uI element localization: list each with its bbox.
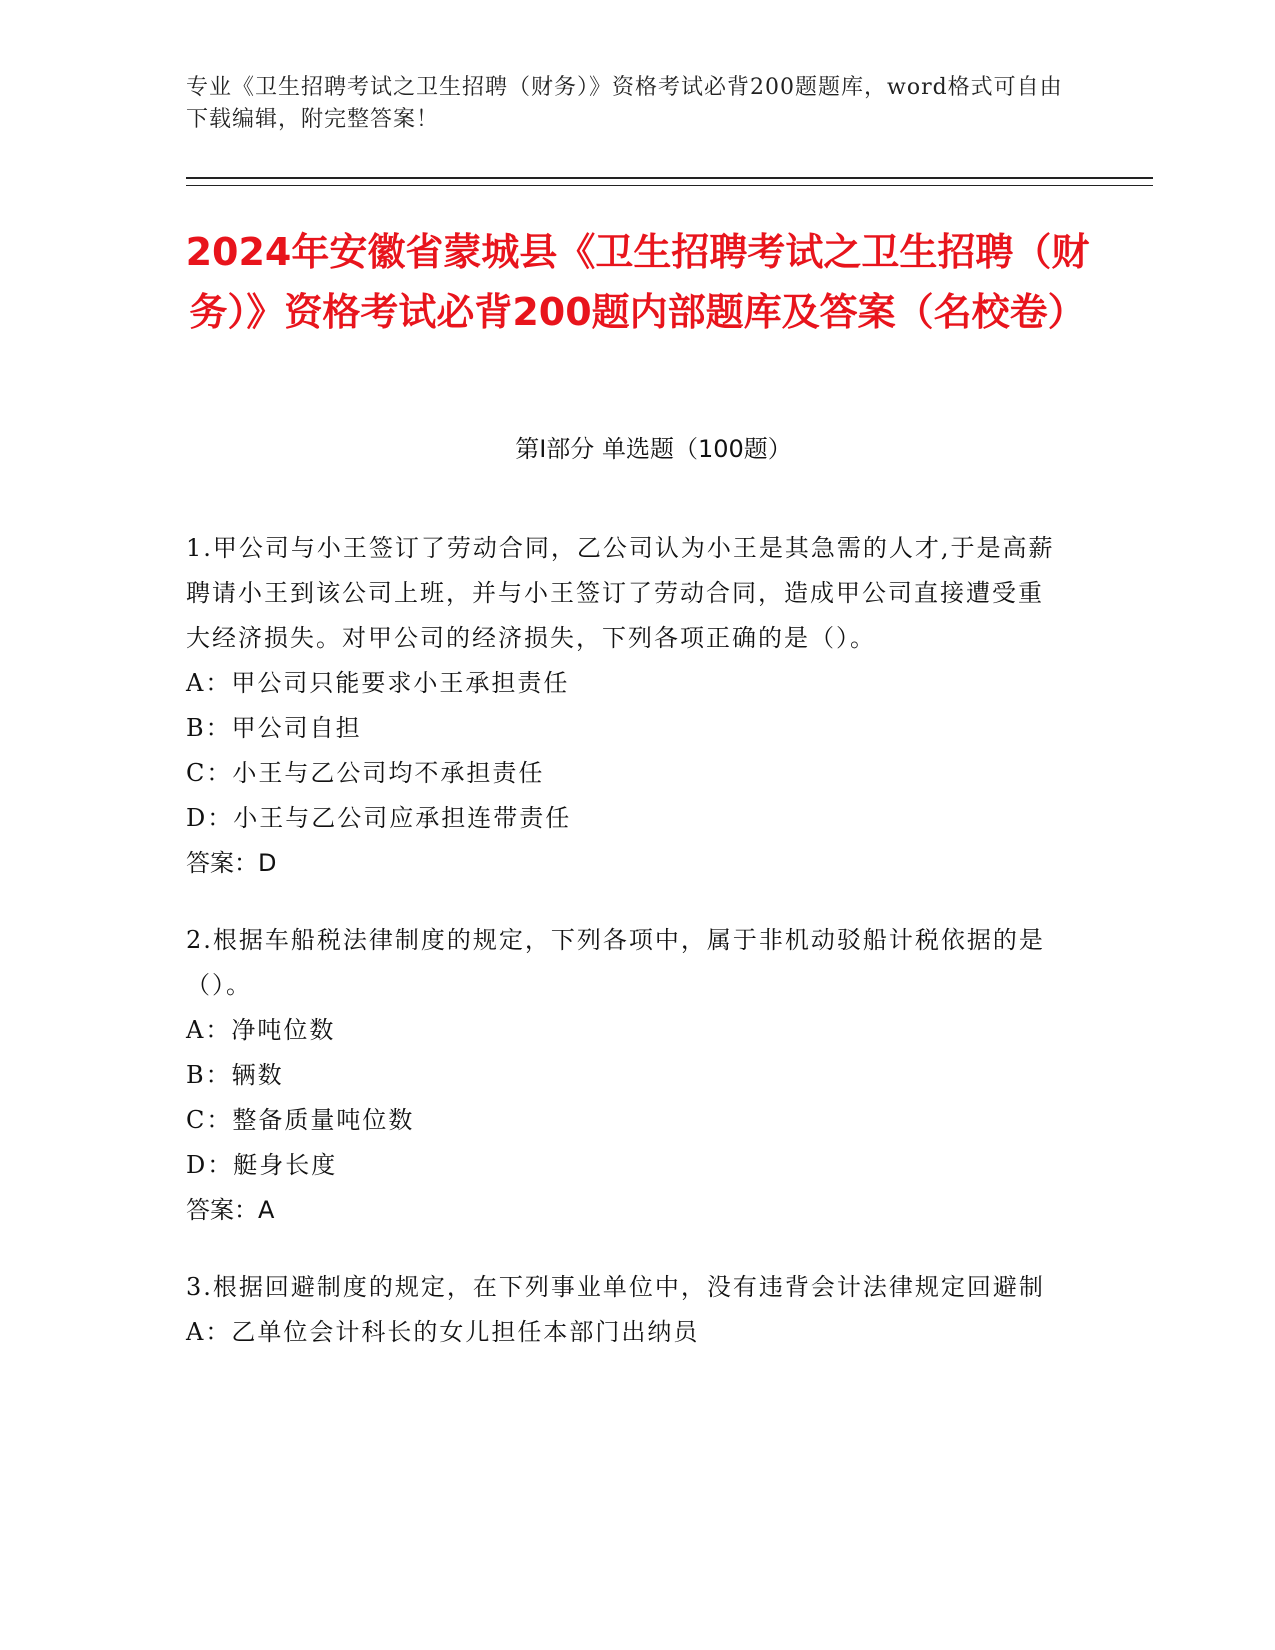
question-2 [186, 918, 1066, 1233]
header-rule-thick [186, 177, 1153, 179]
option-d: D：艇身长度 [186, 1151, 338, 1179]
question-1 [186, 526, 1066, 886]
option-d: D：小王与乙公司应承担连带责任 [186, 804, 572, 832]
option-a: A：甲公司只能要求小王承担责任 [186, 669, 570, 697]
section-title: 第Ⅰ部分 单选题（100题） [515, 435, 792, 463]
question-3 [186, 1265, 1066, 1355]
question-stem: 1.甲公司与小王签订了劳动合同，乙公司认为小王是其急需的人才,于是高薪聘请小王到该公司上班，并与小王签订了劳动合同，造成甲公司直接遭受重大经济损失。对甲公司的经济损失，下列各项正确的是（）。 [186, 534, 1055, 652]
option-b: B：甲公司自担 [186, 714, 362, 742]
option-a: A：净吨位数 [186, 1016, 336, 1044]
document-title: 2024年安徽省蒙城县《卫生招聘考试之卫生招聘（财务）》资格考试必背200题内部题库及答案（名校卷） [185, 230, 1090, 334]
option-c: C：小王与乙公司均不承担责任 [186, 759, 545, 787]
header-note: 专业《卫生招聘考试之卫生招聘（财务）》资格考试必背200题题库，word格式可自由下载编辑，附完整答案！ [186, 75, 1063, 132]
answer: 答案：D [186, 849, 277, 877]
option-a: A：乙单位会计科长的女儿担任本部门出纳员 [186, 1318, 700, 1346]
question-stem: 2.根据车船税法律制度的规定，下列各项中，属于非机动驳船计税依据的是（）。 [186, 926, 1045, 999]
question-list [186, 526, 1066, 1387]
answer: 答案：A [186, 1196, 275, 1224]
header-rule-thin [186, 185, 1153, 186]
question-stem: 3.根据回避制度的规定，在下列事业单位中，没有违背会计法律规定回避制 [186, 1273, 1045, 1301]
option-b: B：辆数 [186, 1061, 284, 1089]
option-c: C：整备质量吨位数 [186, 1106, 415, 1134]
